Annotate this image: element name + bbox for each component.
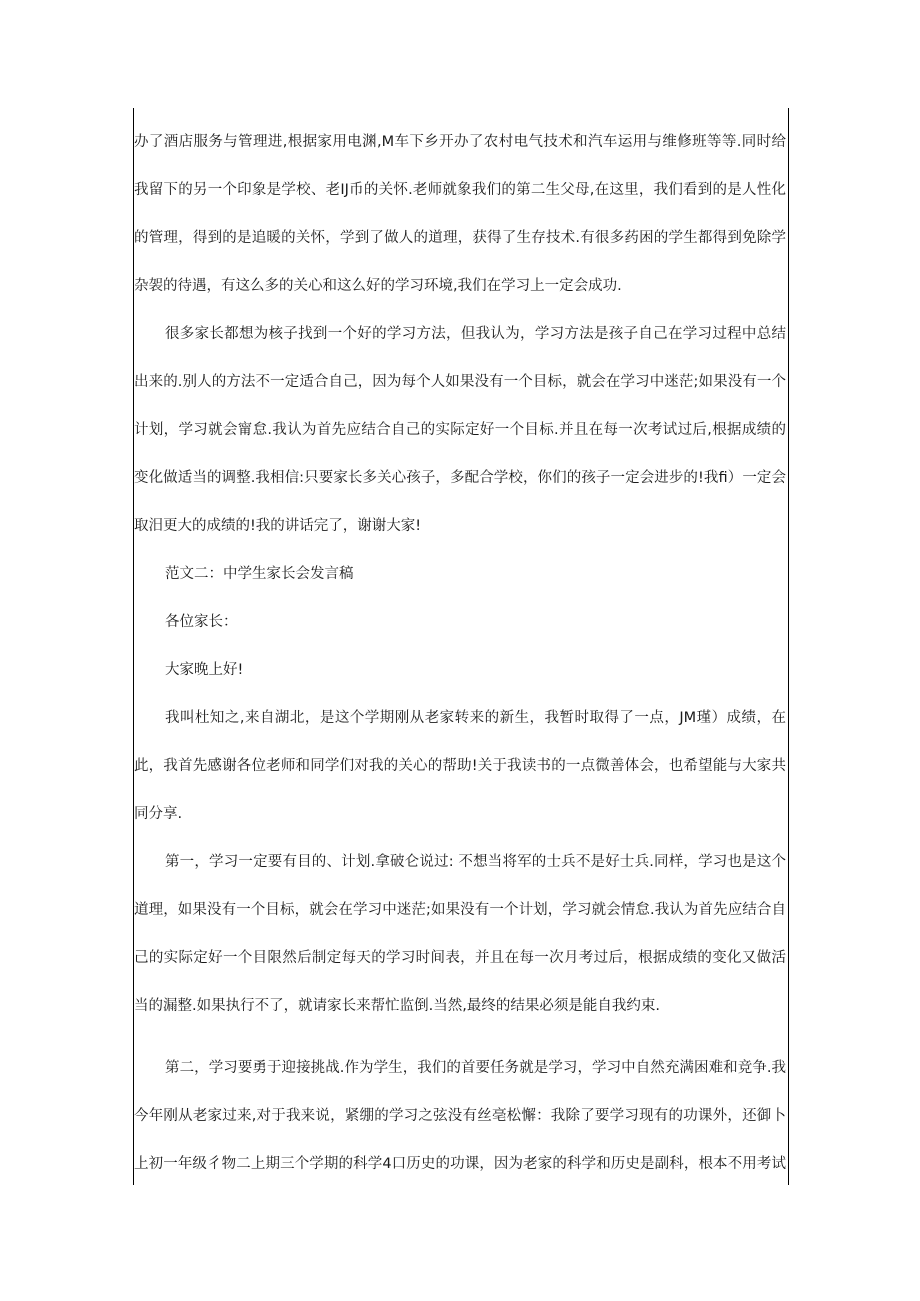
text-line: 上初一年级彳物二上期三个学期的科学4口历史的功课，因为老家的科学和历史是副科，根本不用考试 (134, 1156, 786, 1172)
text-line: 出来的.别人的方法不一定适合自己，因为每个人如果没有一个目标，就会在学习中迷茫;如果没有一个 (134, 374, 786, 390)
salutation: 各位家长： (165, 614, 238, 630)
greeting: 大家晚上好! (165, 662, 244, 678)
left-margin-rule (133, 108, 134, 1185)
text-line: 办了酒店服务与管理进,根据家用电渊,M车下乡开办了农村电气技术和汽车运用与维修班等等.同时给 (134, 134, 786, 150)
text-line: 我留下的另一个印象是学校、老IJ币的关怀.老师就象我们的第二生父母,在这里，我们看到的是人性化 (134, 182, 786, 198)
text-line: 当的漏整.如果执行不了，就请家长来帮忙监倒.当然,最终的结果必须是能自我约束. (134, 998, 660, 1014)
text-line: 计划，学习就会甯怠.我认为首先应结合自己的实际定好一个目标.并且在每一次考试过后,根据成绩的 (134, 422, 786, 438)
paragraph-start-line: 第二，学习要勇于迎接挑战.作为学生，我们的首要任务就是学习，学习中自然充满困难和竞争.我 (165, 1060, 786, 1076)
paragraph-start-line: 我叫杜知之,来自湖北，是这个学期刚从老家转来的新生，我暂时取得了一点，JM瑾）成绩，在 (165, 710, 786, 726)
text-line: 此，我首先感谢各位老师和同学们对我的关心的帮助!关于我读书的一点微善体会，也希望能与大家共 (134, 758, 786, 774)
section-heading: 范文二：中学生家长会发言稿 (165, 566, 354, 582)
paragraph-start-line: 很多家长都想为核子找到一个好的学习方法，但我认为，学习方法是孩子自己在学习过程中总结 (165, 326, 786, 342)
text-line: 同分享. (134, 806, 183, 822)
text-line: 己的实际定好一个目限然后制定每天的学习时间表，并且在每一次月考过后，根据成绩的变化又做活 (134, 950, 786, 966)
text-line: 变化做适当的调整.我相信:只要家长多关心孩子，多配合学校，你们的孩子一定会进步的!我fi）一定会 (134, 470, 786, 486)
text-line: 道理，如果没有一个目标，就会在学习中迷茫;如果没有一个计划，学习就会情怠.我认为首先应结合自 (134, 902, 786, 918)
text-line: 今年刚从老家过来,对于我来说，紧绷的学习之弦没有丝亳松懈：我除了要学习现有的功课外，还御卜 (134, 1108, 786, 1124)
right-margin-rule (788, 108, 789, 1185)
text-line: 取汨更大的成绩的!我的讲话完了，谢谢大家! (134, 518, 422, 534)
paragraph-start-line: 第一，学习一定要有目的、计划.拿破仑说过: 不想当将军的士兵不是好士兵.同样，学习也是这个 (165, 854, 786, 870)
text-line: 的管理，得到的是追暖的关怀，学到了做人的道理，获得了生存技术.有很多药困的学生都得到免除学 (134, 230, 786, 246)
text-line: 杂袈的待遇，有这么多的关心和这么好的学习环境,我们在学习上一定会成功. (134, 278, 622, 294)
